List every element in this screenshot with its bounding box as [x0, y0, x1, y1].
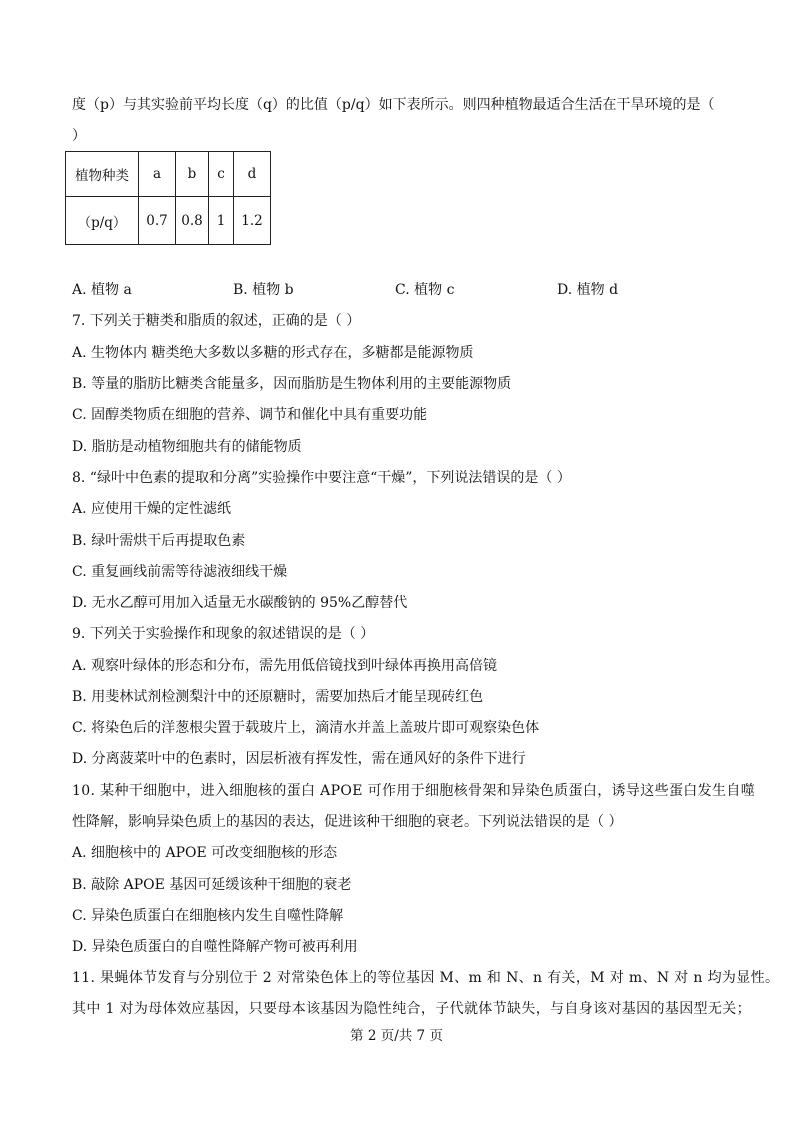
table-header-cell: d [234, 152, 271, 197]
table-header-cell: 植物种类 [66, 152, 139, 197]
intro-line-2: ） [72, 128, 86, 144]
intro-line-1: 度（p）与其实验前平均长度（q）的比值（p/q）如下表所示。则四种植物最适合生活在干旱环境的是（ [72, 97, 715, 113]
q10-option-d: D. 异染色质蛋白的自噬性降解产物可被再利用 [72, 939, 358, 955]
q7-option-a: A. 生物体内 糖类绝大多数以多糖的形式存在，多糖都是能源物质 [72, 345, 474, 361]
q10-option-b: B. 敲除 APOE 基因可延缓该种干细胞的衰老 [72, 877, 352, 893]
page-footer: 第 2 页/共 7 页 [350, 1028, 443, 1044]
q6-option-d: D. 植物 d [557, 282, 619, 298]
table-header-cell: b [176, 152, 209, 197]
q7-option-d: D. 脂肪是动植物细胞共有的储能物质 [72, 439, 302, 455]
table-cell: 0.7 [139, 197, 176, 245]
table-cell: 1.2 [234, 197, 271, 245]
q6-options [72, 281, 712, 299]
q10-stem-line-1: 10. 某种干细胞中，进入细胞核的蛋白 APOE 可作用于细胞核骨架和异染色质蛋白，诱导这些蛋白发生自噬 [72, 783, 756, 799]
q7-stem: 7. 下列关于糖类和脂质的叙述，正确的是（ ） [72, 313, 361, 329]
q7-option-b: B. 等量的脂肪比糖类含能量多，因而脂肪是生物体利用的主要能源物质 [72, 376, 512, 392]
q7-option-c: C. 固醇类物质在细胞的营养、调节和催化中具有重要功能 [72, 407, 428, 423]
q9-option-b: B. 用斐林试剂检测梨汁中的还原糖时，需要加热后才能呈现砖红色 [72, 689, 484, 705]
table-row [66, 197, 271, 245]
q8-option-b: B. 绿叶需烘干后再提取色素 [72, 533, 246, 549]
q9-stem: 9. 下列关于实验操作和现象的叙述错误的是（ ） [72, 626, 375, 642]
table-cell: 0.8 [176, 197, 209, 245]
q10-option-c: C. 异染色质蛋白在细胞核内发生自噬性降解 [72, 908, 344, 924]
q10-stem-line-2: 性降解，影响异染色质上的基因的表达，促进该种干细胞的衰老。下列说法错误的是（ ） [72, 814, 623, 830]
table-header-cell: a [139, 152, 176, 197]
q6-option-a: A. 植物 a [72, 282, 132, 298]
q8-stem: 8. “绿叶中色素的提取和分离”实验操作中要注意“干燥”，下列说法错误的是（ ） [72, 470, 571, 486]
q9-option-d: D. 分离菠菜叶中的色素时，因层析液有挥发性，需在通风好的条件下进行 [72, 751, 526, 767]
q11-line-2: 其中 1 对为母体效应基因，只要母本该基因为隐性纯合，子代就体节缺失，与自身该对基因的基因型无关； [72, 1001, 751, 1017]
q6-option-c: C. 植物 c [395, 282, 455, 298]
q9-option-c: C. 将染色后的洋葱根尖置于载玻片上，滴清水并盖上盖玻片即可观察染色体 [72, 720, 540, 736]
q8-option-a: A. 应使用干燥的定性滤纸 [72, 501, 232, 517]
q11-line-1: 11. 果蝇体节发育与分别位于 2 对常染色体上的等位基因 M、m 和 N、n 有关，M 对 m、N 对 n 均为显性。 [72, 970, 780, 986]
q8-option-d: D. 无水乙醇可用加入适量无水碳酸钠的 95%乙醇替代 [72, 595, 408, 611]
q6-option-b: B. 植物 b [233, 282, 294, 298]
table-cell: 1 [209, 197, 234, 245]
q9-option-a: A. 观察叶绿体的形态和分布，需先用低倍镜找到叶绿体再换用高倍镜 [72, 658, 498, 674]
q10-option-a: A. 细胞核中的 APOE 可改变细胞核的形态 [72, 845, 338, 861]
table-cell: （p/q） [66, 197, 139, 245]
table-header-row [66, 152, 271, 197]
q8-option-c: C. 重复画线前需等待滤液细线干燥 [72, 564, 288, 580]
ratio-table [65, 151, 271, 245]
table-header-cell: c [209, 152, 234, 197]
